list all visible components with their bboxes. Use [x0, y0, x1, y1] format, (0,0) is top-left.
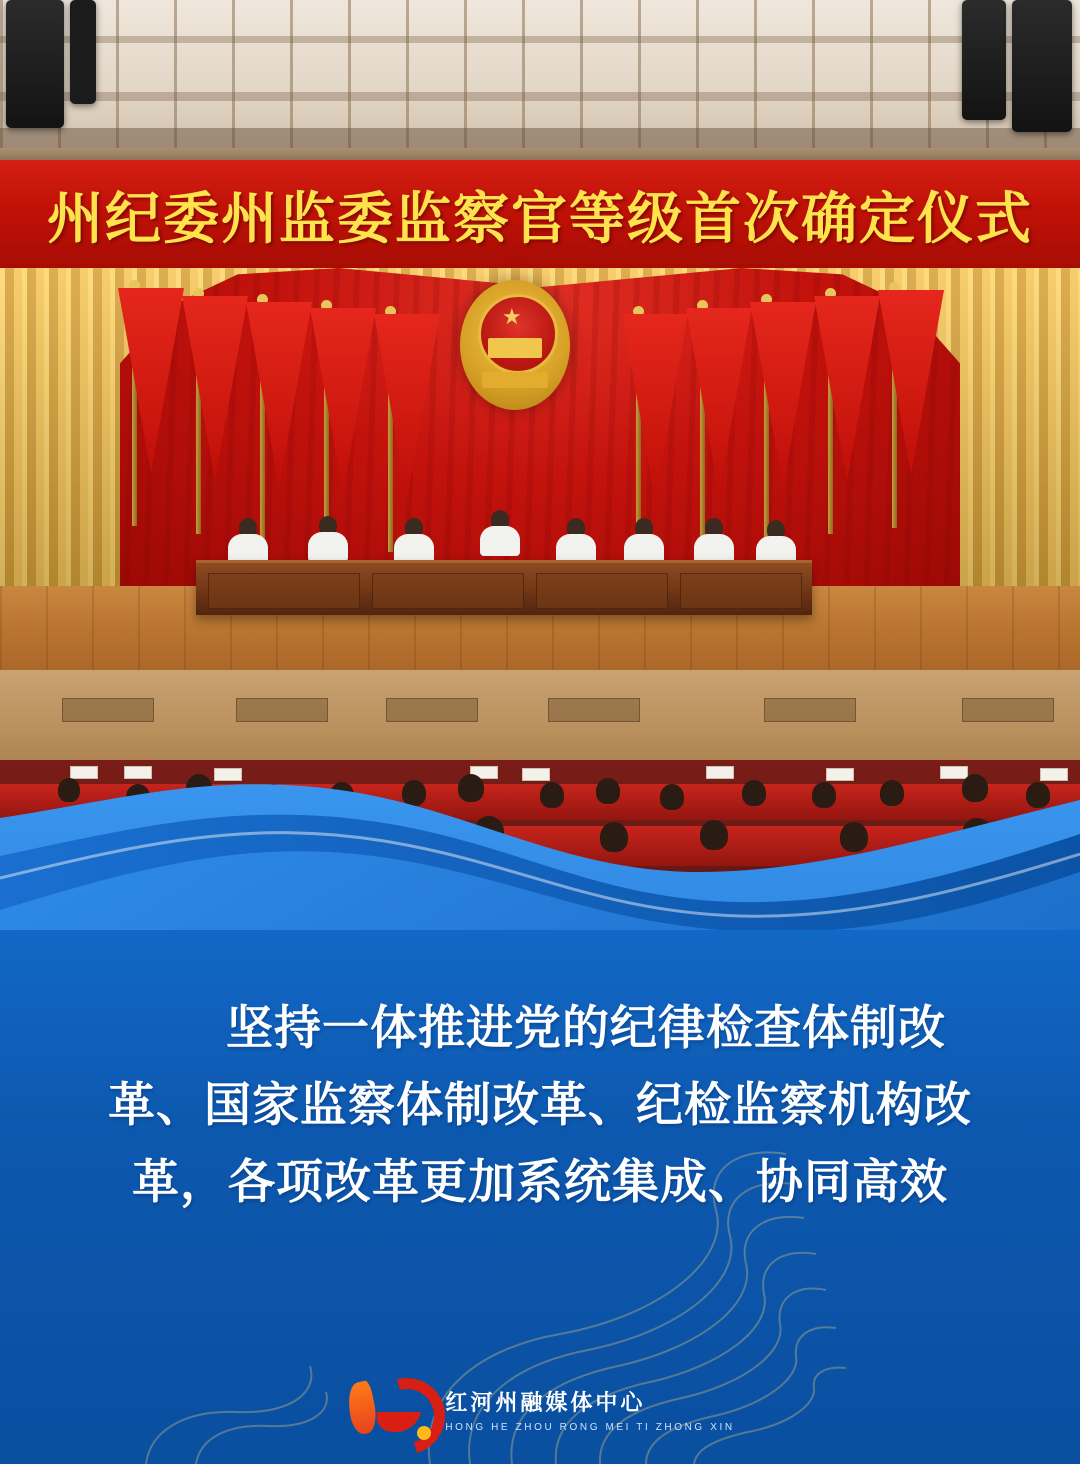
emblem-base: [482, 372, 548, 388]
wall-vent: [548, 698, 640, 722]
wall-vent: [62, 698, 154, 722]
headline-line-2: 革、国家监察体制改革、纪检监察机构改: [108, 1078, 972, 1133]
seated-official: [624, 518, 664, 562]
table-panel: [680, 573, 802, 609]
wall-vent: [386, 698, 478, 722]
table-panel: [536, 573, 668, 609]
head-table: [196, 560, 812, 615]
seated-official: [308, 516, 348, 560]
headline-line-3: 革，各项改革更加系统集成、协同高效: [132, 1155, 948, 1210]
ceiling-band: [0, 92, 1080, 101]
seated-official: [694, 518, 734, 562]
person-body: [480, 526, 520, 556]
emblem-gate: [488, 338, 542, 358]
seated-official: [480, 510, 520, 554]
table-panel: [208, 573, 360, 609]
wall-vent: [236, 698, 328, 722]
stage-banner-text: 州纪委州监委监察官等级首次确定仪式: [47, 187, 1033, 252]
seated-official: [756, 520, 796, 564]
seated-official: [228, 518, 268, 562]
speaker-icon: [962, 0, 1006, 120]
stage-banner: [0, 160, 1080, 270]
logo-pinyin-name: HONG HE ZHOU RONG MEI TI ZHONG XIN: [445, 1421, 735, 1433]
flame-arc-logo-icon: [345, 1376, 431, 1442]
speaker-icon: [1012, 0, 1072, 132]
logo-chinese-name: 红河州融媒体中心: [445, 1390, 646, 1416]
ceiling: [0, 0, 1080, 150]
wall-vent: [962, 698, 1054, 722]
national-emblem-icon: [460, 280, 570, 410]
table-panel: [372, 573, 524, 609]
headline-line-1: 坚持一体推进党的纪律检查体制改: [226, 1001, 946, 1056]
speaker-icon: [6, 0, 64, 128]
seated-official: [394, 518, 434, 562]
media-center-logo: [0, 1376, 1080, 1442]
person-body: [308, 532, 348, 562]
logo-text-block: [445, 1386, 734, 1433]
seated-official: [556, 518, 596, 562]
stage-front-wall: [0, 670, 1080, 774]
wall-vent: [764, 698, 856, 722]
speaker-icon: [70, 0, 96, 104]
ceiling-band: [0, 36, 1080, 43]
ceiling-band: [0, 128, 1080, 150]
headline: [0, 990, 1080, 1221]
